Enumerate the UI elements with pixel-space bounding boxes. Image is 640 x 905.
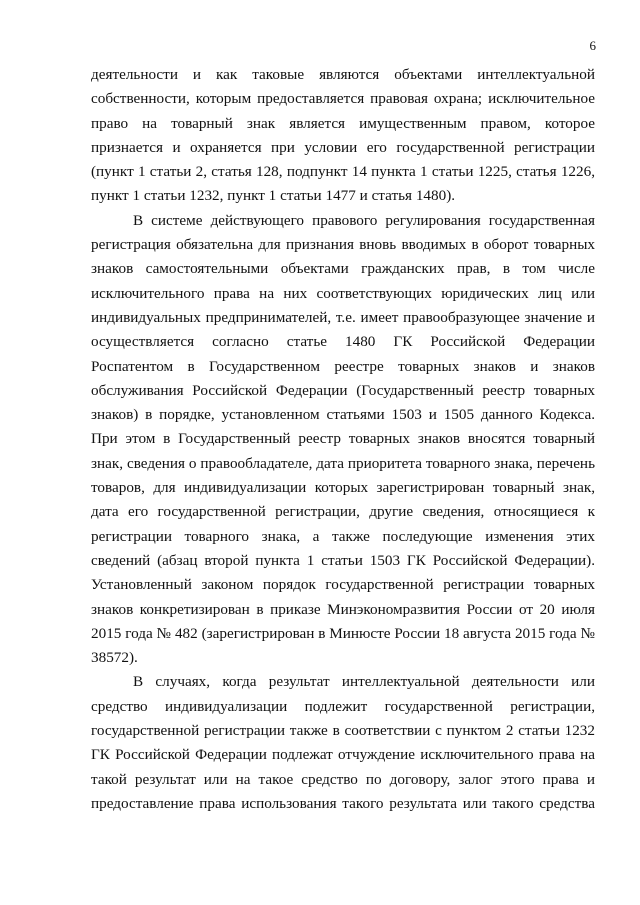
- paragraph-continuation: деятельности и как таковые являются объектами интеллектуальной собственности, которым предоставляется правовая охрана; исключительное право на товарный знак является имущественным правом, которое признается и охраняется при условии его государственной регистрации (пункт 1 статьи 2, статья 128, подпункт 14 пункта 1 статьи 1225, статья 1226, пункт 1 статьи 1232, пункт 1 статьи 1477 и статья 1480).: [91, 66, 595, 205]
- document-body: [91, 63, 595, 816]
- paragraph-state-registration: В системе действующего правового регулирования государственная регистрация обязательна для признания вновь вводимых в оборот товарных знаков самостоятельными объектами гражданских прав, в том числе исключительного права на них соответствующих юридических лиц или индивидуальных предпринимателей, т.е. имеет правообразующее значение и осуществляется согласно статье 1480 ГК Российской Федерации Роспатентом в Государственном реестре товарных знаков и знаков обслуживания Российской Федерации (Государственный реестр товарных знаков) в порядке, установленном статьями 1503 и 1505 данного Кодекса. При этом в Государственный реестр товарных знаков вносятся товарный знак, сведения о правообладателе, дата приоритета товарного знака, перечень товаров, для индивидуализации которых зарегистрирован товарный знак, дата его государственной регистрации, другие сведения, относящиеся к регистрации товарного знака, а также последующие изменения этих сведений (абзац второй пункта 1 статьи 1503 ГК Российской Федерации). Установленный законом порядок государственной регистрации товарных знаков конкретизирован в приказе Минэкономразвития России от 20 июля 2015 года № 482 (зарегистрирован в Минюсте России 18 августа 2015 года № 38572).: [91, 211, 595, 667]
- paragraph-registration-cases: В случаях, когда результат интеллектуальной деятельности или средство индивидуализации подлежит государственной регистрации, государственной регистрации также в соответствии с пунктом 2 статьи 1232 ГК Российской Федерации подлежат отчуждение исключительного права на такой результат или на такое средство по договору, залог этого права и предоставление права использования такого результата или такого средства: [91, 673, 595, 812]
- page-number: 6: [589, 38, 596, 53]
